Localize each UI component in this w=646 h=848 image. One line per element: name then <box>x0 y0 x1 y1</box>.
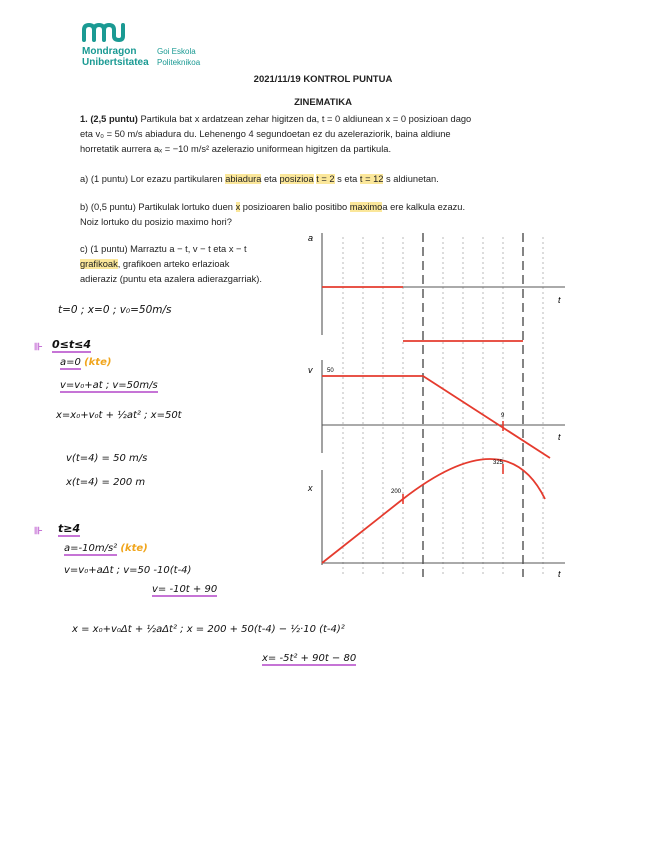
qb-line2: Noiz lortuko du posizio maximo hori? <box>80 217 232 227</box>
qc-highlight-graphs: grafikoak <box>80 259 118 269</box>
hw-sec2-a: a=-10m/s² <box>64 543 118 554</box>
qa-text-5: s aldiunetan. <box>383 174 439 184</box>
qb-text-3: a ere kalkula ezazu. <box>382 202 466 212</box>
logo-sub-line1: Goi Eskola <box>157 47 196 56</box>
v-t-line <box>322 376 550 458</box>
key-time-markers <box>423 233 523 577</box>
qa-text-2: eta <box>261 174 280 184</box>
qa-highlight-t12: t = 12 <box>359 174 384 184</box>
v0-mark: 50 <box>327 368 334 374</box>
qb-text-2: posizioaren balio positibo <box>240 202 350 212</box>
question-c <box>80 242 292 287</box>
x-t-curve <box>322 459 545 563</box>
hw-section2-title: t≥4 <box>58 522 81 535</box>
t-axis-label-a: t <box>558 295 561 305</box>
zero-cross-mark: 9 <box>501 413 505 419</box>
v-axis-label: v <box>308 365 313 375</box>
hw-sec1-a-line <box>60 357 111 368</box>
logo-mark-icon <box>82 22 126 44</box>
logo-name-line2: Unibertsitatea <box>82 57 149 68</box>
subject-title: ZINEMATIKA <box>294 97 352 108</box>
qc-line2: , grafikoen arteko erlazioak <box>117 259 230 269</box>
qb-highlight-x: x <box>235 202 241 212</box>
hw-sec2-v2: v= -10t + 90 <box>152 584 218 595</box>
t-axis-label-v: t <box>558 432 561 442</box>
qc-line3: adieraziz (puntu eta azalera adierazgarriak). <box>80 274 262 284</box>
hw-sec1-a: a=0 <box>60 357 81 368</box>
hw-sec2-x2: x= -5t² + 90t − 80 <box>262 653 357 664</box>
hw-sec1-x: x=x₀+v₀t + ½at² ; x=50t <box>56 410 182 421</box>
problem-line2: eta v₀ = 50 m/s abiadura du. Lehenengo 4 segundoetan ez du azeleraziorik, baina aldiune <box>80 129 451 139</box>
qb-text-1: b) (0,5 puntu) Partikulak lortuko duen <box>80 202 236 212</box>
a-axis-label: a <box>308 233 314 243</box>
qa-highlight-velocity: abiadura <box>225 174 262 184</box>
t-axis-label-x: t <box>558 569 561 579</box>
hw-initial-conditions: t=0 ; x=0 ; v₀=50m/s <box>58 304 172 316</box>
x-axis-label: x <box>308 483 313 493</box>
problem-number: 1. (2,5 puntu) <box>80 114 138 124</box>
qb-highlight-max: maximo <box>349 202 383 212</box>
qa-text-1: a) (1 puntu) Lor ezazu partikularen <box>80 174 226 184</box>
exam-title: 2021/11/19 KONTROL PUNTUA <box>253 74 393 85</box>
x4-mark: 200 <box>391 489 402 495</box>
problem-line1: Partikula bat x ardatzean zehar higitzen da, t = 0 aldiunean x = 0 posizioan dago <box>137 114 472 124</box>
xmax-mark: 325 <box>493 460 504 466</box>
qa-text-4: s eta <box>334 174 360 184</box>
section-marker-2: ⊪ <box>34 526 43 537</box>
hw-sec2-x: x = x₀+v₀Δt + ½aΔt² ; x = 200 + 50(t-4) − ½·10 (t-4)² <box>72 624 345 635</box>
hw-sec1-x4: x(t=4) = 200 m <box>66 477 146 488</box>
logo-name-line1: Mondragon <box>82 46 137 57</box>
qc-line1: c) (1 puntu) Marraztu a − t, v − t eta x − t <box>80 244 247 254</box>
hw-section1-title: 0≤t≤4 <box>52 338 91 351</box>
section-marker-1: ⊪ <box>34 342 43 353</box>
hw-sec2-a-note: (kte) <box>120 543 148 554</box>
problem-statement <box>80 112 530 157</box>
hw-sec2-a-line <box>64 543 148 554</box>
hw-sec2-v: v=v₀+aΔt ; v=50 -10(t-4) <box>64 565 192 576</box>
hw-sec1-v4: v(t=4) = 50 m/s <box>66 453 148 464</box>
kinematics-graphs <box>300 225 585 585</box>
hw-sec1-a-note: (kte) <box>84 357 112 368</box>
hw-sec1-v: v=v₀+at ; v=50m/s <box>60 380 158 391</box>
question-a <box>80 172 530 187</box>
qa-highlight-t2: t = 2 <box>316 174 335 184</box>
logo-sub-line2: Politeknikoa <box>157 58 201 67</box>
qa-highlight-position: posizioa <box>279 174 314 184</box>
problem-line3: horretatik aurrera aₓ = −10 m/s² azelerazio uniformean higitzen da partikula. <box>80 144 392 154</box>
